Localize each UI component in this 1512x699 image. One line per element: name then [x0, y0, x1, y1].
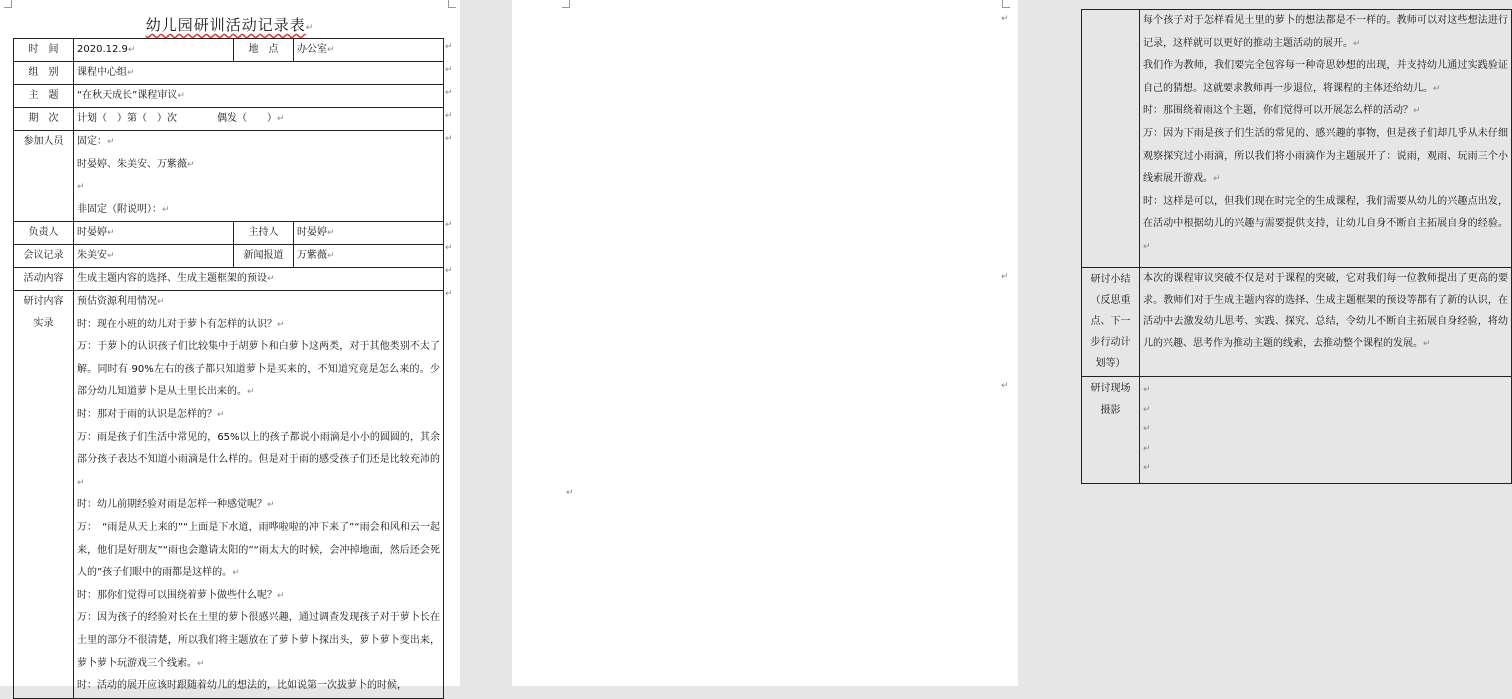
news-value[interactable]: 万紫薇↵ — [294, 245, 444, 268]
group-label: 组 别 — [14, 62, 74, 85]
crop-mark — [562, 0, 570, 8]
record-paragraph: 预估资源利用情况↵ — [77, 296, 165, 307]
crop-mark — [1002, 0, 1010, 8]
theme-value[interactable]: “在秋天成长”课程审议↵ — [74, 85, 444, 108]
record-table-continued — [1081, 9, 1512, 484]
continued-record-text[interactable] — [1140, 10, 1512, 268]
content-label: 活动内容 — [14, 268, 74, 291]
participants-label: 参加人员 — [14, 131, 74, 222]
empty-line: ↵ — [1143, 424, 1151, 434]
row-end-mark: ↵ — [445, 243, 453, 253]
continued-label-cell — [1082, 10, 1140, 268]
place-label: 地 点 — [234, 39, 294, 62]
period-label: 期 次 — [14, 108, 74, 131]
record-paragraph: 时：幼儿前期经验对雨是怎样一种感觉呢？↵ — [77, 499, 275, 511]
record-paragraph: 我们作为教师，我们要完全包容每一种奇思妙想的出现，并支持幼儿通过实践验证自己的猜想。这就要求教师再一步退位，将课程的主体还给幼儿。↵ — [1143, 60, 1508, 94]
summary-paragraph: 本次的课程审议突破不仅是对于课程的突破，它对我们每一位教师提出了更高的要求。教师们对于生成主题内容的选择、生成主题框架的预设等都有了新的认识，在活动中去激发幼儿思考、实践、探究、总结，令幼儿不断自主拓展自身经验，将幼儿的兴趣、思考作为推动主题的线索，去推动整个课程的发展。↵ — [1143, 273, 1508, 349]
period-value[interactable]: 计划（ ）第（ ）次 偶发（ ）↵ — [74, 108, 444, 131]
participants-line: ↵ — [77, 182, 85, 192]
crop-mark — [4, 0, 12, 8]
participants-line: 非固定（附说明）：↵ — [77, 203, 170, 215]
summary-text[interactable] — [1140, 268, 1512, 377]
record-paragraph: 时：那围绕着雨这个主题，你们觉得可以开展怎么样的活动？↵ — [1143, 105, 1421, 117]
record-text[interactable] — [74, 291, 444, 699]
content-value[interactable]: 生成主题内容的选择、生成主题框架的预设↵ — [74, 268, 444, 291]
photo-area[interactable] — [1140, 377, 1512, 484]
recorder-value[interactable]: 朱美安↵ — [74, 245, 234, 268]
row-end-mark: ↵ — [445, 88, 453, 98]
record-paragraph: 万：因为下雨是孩子们生活的常见的、感兴趣的事物，但是孩子们却几乎从未仔细观察探究过小雨滴，所以我们将小雨滴作为主题展开了：说雨，观雨、玩雨三个小线索展开游戏。↵ — [1143, 127, 1508, 185]
participants-line: 时晏婷、朱美安、万紫薇↵ — [77, 158, 195, 170]
group-value[interactable]: 课程中心组↵ — [74, 62, 444, 85]
time-value[interactable]: 2020.12.9↵ — [74, 39, 234, 62]
leader-label: 负责人 — [14, 222, 74, 245]
row-end-mark: ↵ — [445, 220, 453, 230]
record-table — [13, 38, 444, 699]
leader-value[interactable]: 时晏婷↵ — [74, 222, 234, 245]
row-end-mark: ↵ — [445, 42, 453, 52]
record-paragraph: 万：雨是孩子们生活中常见的，65%以上的孩子都说小雨滴是小小的圆圆的，其余部分孩子表达不知道小雨滴是什么样的。但是对于雨的感受孩子们还是比较充沛的↵ — [77, 431, 440, 488]
crop-mark — [448, 0, 456, 8]
participants-line: 固定：↵ — [77, 136, 115, 147]
time-label: 时 间 — [14, 39, 74, 62]
row-end-mark: ↵ — [1001, 381, 1009, 391]
host-label: 主持人 — [234, 222, 294, 245]
participants-value[interactable] — [74, 131, 444, 222]
row-end-mark: ↵ — [445, 65, 453, 75]
row-end-mark: ↵ — [445, 111, 453, 121]
paragraph-end-mark: ↵ — [566, 488, 574, 498]
document-title[interactable]: 幼儿园研训活动记录表↵ — [145, 16, 315, 34]
document-page-1 — [0, 0, 460, 692]
record-paragraph: 万： “雨是从天上来的”“上面是下水道，雨哗啦啦的冲下来了”“雨会和风和云一起来，他们是好朋友”“雨也会邀请太阳的”“雨太大的时候，会冲掉地面，然后还会死人的”孩子们眼中的雨都是这样的。↵ — [77, 521, 440, 579]
recorder-label: 会议记录 — [14, 245, 74, 268]
empty-line: ↵ — [1143, 443, 1151, 454]
document-page-2 — [512, 0, 1508, 686]
row-end-mark: ↵ — [1001, 272, 1009, 282]
news-label: 新闻报道 — [234, 245, 294, 268]
empty-line: ↵ — [1143, 404, 1151, 415]
record-paragraph: 时：活动的展开应该时跟随着幼儿的想法的，比如说第一次拔萝卜的时候， — [77, 680, 407, 692]
record-paragraph: 时：那你们觉得可以围绕着萝卜做些什么呢？↵ — [77, 589, 285, 601]
row-end-mark: ↵ — [445, 266, 453, 276]
row-end-mark: ↵ — [1001, 14, 1009, 24]
record-label: 研讨内容 实录 — [14, 291, 74, 699]
row-end-mark: ↵ — [445, 289, 453, 299]
record-paragraph: 万：于萝卜的认识孩子们比较集中于胡萝卜和白萝卜这两类，对于其他类别不太了解。同时有 90%左右的孩子都只知道萝卜是买来的，不知道究竟是怎么来的。少部分幼儿知道萝卜是从土里长出来的。↵ — [77, 341, 440, 398]
theme-label: 主 题 — [14, 85, 74, 108]
record-paragraph: 每个孩子对于怎样看见土里的萝卜的想法都是不一样的。教师可以对这些想法进行记录，这样就可以更好的推动主题活动的展开。↵ — [1143, 15, 1508, 49]
summary-label: 研讨小结 （反思重 点、下一 步行动计 划等） — [1082, 268, 1140, 377]
place-value[interactable]: 办公室↵ — [294, 39, 444, 62]
empty-line: ↵ — [1143, 385, 1151, 395]
row-end-mark: ↵ — [445, 134, 453, 144]
record-paragraph: 时：现在小班的幼儿对于萝卜有怎样的认识？↵ — [77, 318, 285, 330]
photo-label: 研讨现场 摄影 — [1082, 377, 1140, 484]
record-paragraph: 时：这样是可以，但我们现在时完全的生成课程，我们需要从幼儿的兴趣点出发，在活动中根据幼儿的兴趣与需要提供支持，让幼儿自身不断自主拓展自身的经验。↵ — [1143, 195, 1508, 252]
empty-line: ↵ — [1143, 463, 1151, 473]
record-paragraph: 时：那对于雨的认识是怎样的？↵ — [77, 408, 225, 420]
record-paragraph: 万：因为孩子的经验对长在土里的萝卜很感兴趣，通过调查发现孩子对于萝卜长在土里的部分不很清楚，所以我们将主题放在了萝卜萝卜探出头，萝卜萝卜变出来，萝卜萝卜玩游戏三个线索。↵ — [77, 612, 440, 669]
host-value[interactable]: 时晏婷↵ — [294, 222, 444, 245]
